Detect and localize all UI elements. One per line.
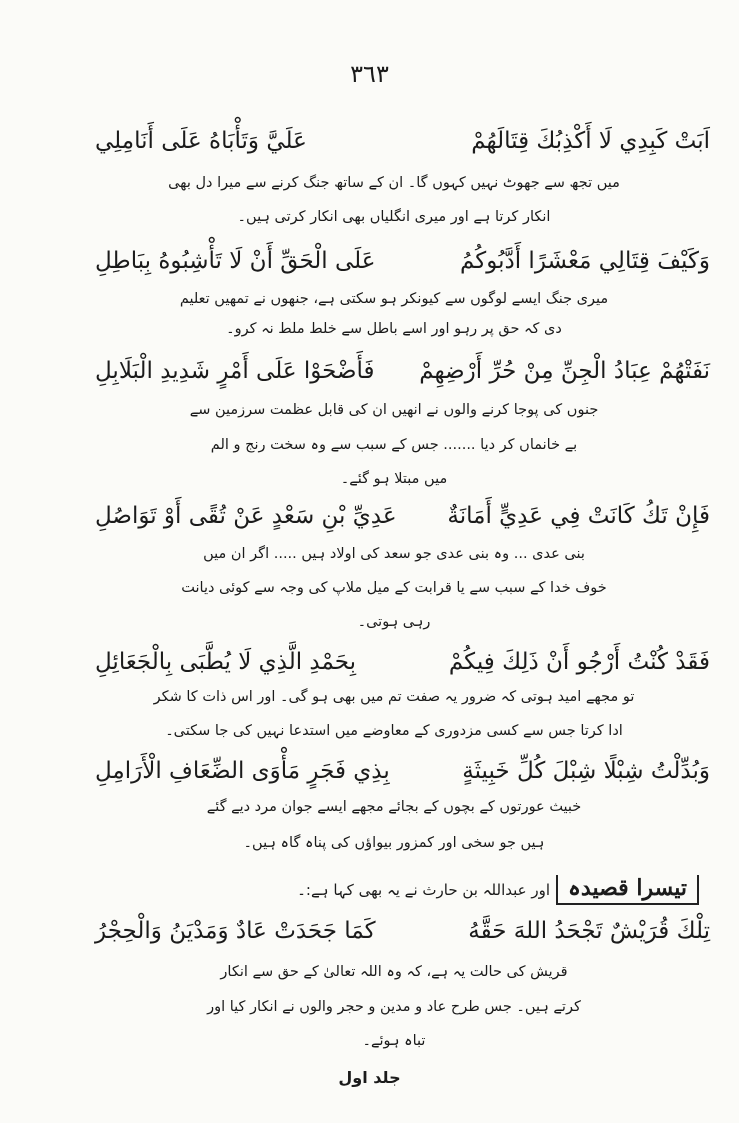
- verse-hemistich-right: وَكَيْفَ قِتَالِي مَعْشَرًا أَدَّبُوكُمُ: [459, 248, 710, 274]
- translation-line: کرتے ہیں۔ جس طرح عاد و مدین و حجر والوں نے انکار کیا اور: [207, 999, 581, 1015]
- verse-line-1: [95, 122, 710, 160]
- translation-line: رہی ہوتی۔: [357, 614, 431, 630]
- translation-line: میں تجھ سے جھوٹ نہیں کہوں گا۔ ان کے ساتھ جنگ کرنے سے میرا دل بھی: [168, 175, 620, 191]
- translation-line: قریش کی حالت یہ ہے، کہ وہ اللہ تعالیٰ کے حق سے انکار: [220, 964, 568, 980]
- verse-hemistich-right: فَإِنْ تَكُ كَانَتْ فِي عَدِيٍّ أَمَانَةٌ: [447, 503, 710, 529]
- translation-line: ادا کرتا جس سے کسی مزدوری کے معاوضے میں استدعا نہیں کی جا سکتی۔: [165, 723, 623, 739]
- verse-hemistich-right: فَقَدْ كُنْتُ أَرْجُو أَنْ ذَلِكَ فِيكُمْ: [448, 649, 710, 675]
- verse-line-5: [95, 643, 710, 681]
- translation-line: خبیث عورتوں کے بچوں کے بجائے مجھے ایسے جوان مرد دیے گئے: [206, 799, 582, 815]
- verse-line-6: [95, 752, 710, 790]
- page-footer: جلد اول: [338, 1068, 401, 1087]
- section-intro: اور عبداللہ بن حارث نے یہ بھی کہا ہے:۔: [297, 881, 551, 899]
- translation-line: تو مجھے امید ہوتی کہ ضرور یہ صفت تم میں بھی ہو گی۔ اور اس ذات کا شکر: [153, 689, 635, 705]
- verse-hemistich-right: وَبُدِّلْتُ شِبْلًا شِبْلَ كُلِّ خَبِيثَةٍ: [462, 758, 710, 784]
- translation-line: میں مبتلا ہو گئے۔: [340, 471, 448, 487]
- verse-hemistich-left: عَدِيِّ بْنِ سَعْدٍ عَنْ تُقًى أَوْ تَوَاصُلِ: [95, 503, 397, 529]
- verse-hemistich-right: اَبَتْ كَبِدِي لَا أَكْذِبُكَ قِتَالَهُمْ: [471, 128, 710, 154]
- verse-line-4: [95, 497, 710, 535]
- verse-hemistich-left: فَأَضْحَوْا عَلَى أَمْرٍ شَدِيدِ الْبَلَابِلِ: [95, 358, 375, 384]
- verse-hemistich-left: كَمَا جَحَدَتْ عَادٌ وَمَدْيَنُ وَالْحِجْرُ: [95, 918, 376, 944]
- translation-line: بنی عدی ... وہ بنی عدی جو سعد کی اولاد ہیں ..... اگر ان میں: [203, 546, 585, 562]
- section-title: تیسرا قصیدہ: [556, 875, 699, 905]
- verse-hemistich-right: تِلْكَ قُرَيْشٌ تَجْحَدُ اللهَ حَقَّهُ: [468, 918, 710, 944]
- verse-line-2: [95, 242, 710, 280]
- verse-hemistich-left: بِذِي فَجَرٍ مَأْوَى الضِّعَافِ الْأَرَامِلِ: [95, 758, 390, 784]
- verse-hemistich-right: نَفَتْهُمْ عِبَادُ الْجِنِّ مِنْ حُرِّ أَرْضِهِمْ: [419, 358, 710, 384]
- verse-line-7: [95, 912, 710, 950]
- verse-hemistich-left: بِحَمْدِ الَّذِي لَا يُطَّبَى بِالْجَعَائِلِ: [95, 649, 357, 675]
- section-heading-row: [79, 870, 699, 910]
- verse-line-3: [95, 352, 710, 390]
- translation-line: خوف خدا کے سبب سے یا قرابت کے میل ملاپ کی وجہ سے کوئی دیانت: [181, 580, 607, 596]
- translation-line: میری جنگ ایسے لوگوں سے کیونکر ہو سکتی ہے، جنھوں نے تمھیں تعلیم: [179, 291, 609, 307]
- verse-hemistich-left: عَلَى الْحَقِّ أَنْ لَا تَأْشِبُوهُ بِبَاطِلِ: [95, 248, 376, 274]
- translation-line: دی کہ حق پر رہو اور اسے باطل سے خلط ملط نہ کرو۔: [226, 321, 562, 337]
- translation-line: جنوں کی پوجا کرنے والوں نے انھیں ان کی قابل عظمت سرزمین سے: [189, 402, 599, 418]
- translation-line: تباہ ہوئے۔: [362, 1033, 426, 1049]
- page-number: ٣٦٣: [350, 60, 389, 88]
- translation-line: انکار کرتا ہے اور میری انگلیاں بھی انکار کرتی ہیں۔: [237, 209, 551, 225]
- translation-line: ہیں جو سخی اور کمزور بیواؤں کی پناہ گاہ ہیں۔: [243, 835, 545, 851]
- translation-line: بے خانماں کر دیا ....... جس کے سبب سے وہ سخت رنج و الم: [210, 437, 578, 453]
- verse-hemistich-left: عَلَيَّ وَتَأْبَاهُ عَلَى أَنَامِلِي: [95, 128, 307, 154]
